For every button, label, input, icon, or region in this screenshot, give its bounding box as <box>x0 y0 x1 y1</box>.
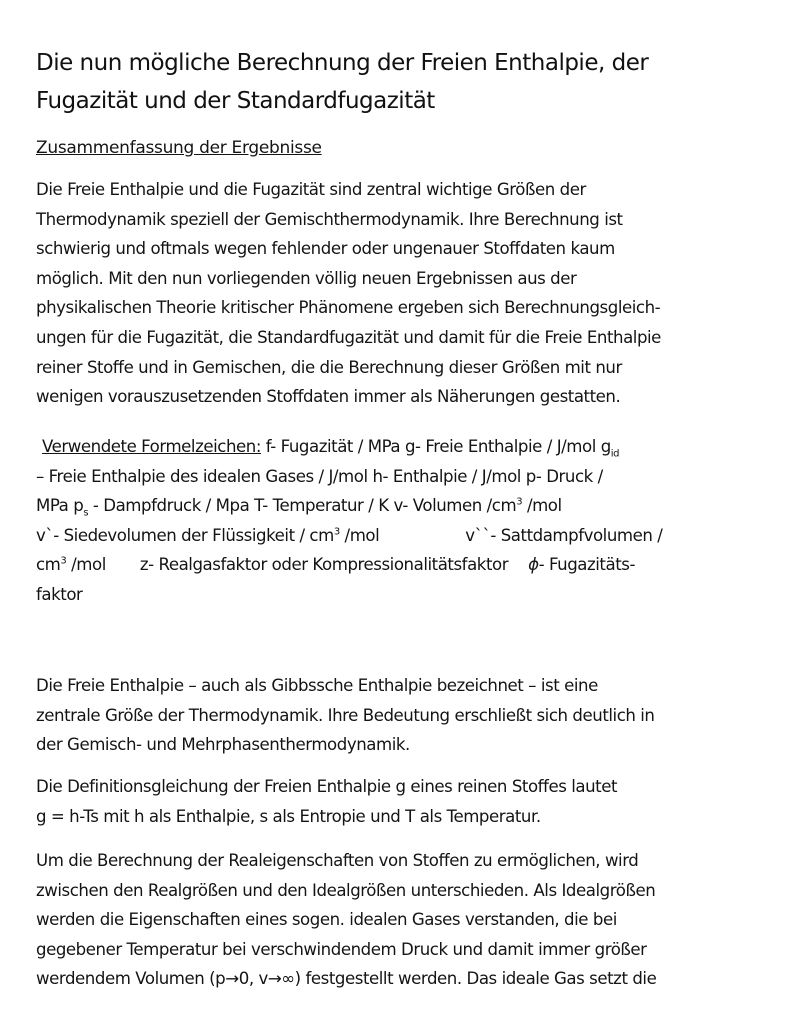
text-line <box>36 521 662 551</box>
summary-paragraph <box>36 175 661 412</box>
symbol-entry: /mol <box>522 496 562 516</box>
text-line: physikalischen Theorie kritischer Phänomene ergeben sich Berechnungsgleich- <box>36 298 661 318</box>
text-line: g = h-Ts mit h als Enthalpie, s als Entropie und T als Temperatur. <box>36 806 541 826</box>
text-line: zwischen den Realgrößen und den Idealgrößen unterschieden. Als Idealgrößen <box>36 880 656 900</box>
text-line: Die Freie Enthalpie – auch als Gibbssche Enthalpie bezeichnet – ist eine <box>36 676 598 695</box>
document-title <box>36 44 648 120</box>
paragraph-real-ideal <box>36 846 656 994</box>
text-line: Die Definitionsgleichung der Freien Enthalpie g eines reinen Stoffes lautet <box>36 777 618 796</box>
symbol-subscript: id <box>610 448 620 460</box>
symbol-entry: - Fugazitäts- <box>538 555 635 575</box>
symbol-entry: cm <box>36 555 61 575</box>
text-line <box>36 491 662 521</box>
symbol-entry: z- Realgasfaktor oder Kompressionalitätsfaktor <box>139 555 509 575</box>
text-line: gegebener Temperatur bei verschwindendem Druck und damit immer größer <box>36 939 647 959</box>
symbol-entry: /mol <box>339 525 380 545</box>
paragraph-definition <box>36 772 617 831</box>
text-line: werden die Eigenschaften eines sogen. idealen Gases verstanden, die bei <box>36 910 617 930</box>
symbol-entry: /mol <box>66 555 106 575</box>
title-line: Fugazität und der Standardfugazität <box>36 88 435 114</box>
phi-symbol: ϕ <box>528 555 539 575</box>
text-line: der Gemisch- und Mehrphasenthermodynamik. <box>36 735 410 755</box>
text-line: werdendem Volumen (p→0, v→∞) festgestellt werden. Das ideale Gas setzt die <box>36 969 657 989</box>
text-line: reiner Stoffe und in Gemischen, die die Berechnung dieser Größen mit nur <box>36 357 622 377</box>
text-line: Thermodynamik speziell der Gemischthermodynamik. Ihre Berechnung ist <box>36 209 623 229</box>
text-line <box>36 550 662 580</box>
symbol-entry: v``- Sattdampfvolumen / <box>465 525 663 545</box>
symbols-heading: Verwendete Formelzeichen: <box>42 437 261 456</box>
symbol-entry: f- Fugazität / MPa g- Freie Enthalpie / J/mol g <box>260 437 611 456</box>
title-line: Die nun mögliche Berechnung der Freien Enthalpie, der <box>36 50 649 76</box>
text-line <box>36 432 662 462</box>
text-line: zentrale Größe der Thermodynamik. Ihre Bedeutung erschließt sich deutlich in <box>36 705 655 725</box>
paragraph-gibbs <box>36 671 654 760</box>
text-line: – Freie Enthalpie des idealen Gases / J/mol h- Enthalpie / J/mol p- Druck / <box>36 466 603 486</box>
text-line: faktor <box>36 584 83 604</box>
symbol-entry: - Dampfdruck / Mpa T- Temperatur / K v- Volumen /cm <box>88 496 517 516</box>
text-line: ungen für die Fugazität, die Standardfugazität und damit für die Freie Enthalpie <box>36 327 661 347</box>
symbol-superscript: 3 <box>333 526 340 538</box>
text-line: möglich. Mit den nun vorliegenden völlig neuen Ergebnissen aus der <box>36 268 577 288</box>
symbol-entry: MPa p <box>36 496 84 516</box>
text-line: Die Freie Enthalpie und die Fugazität sind zentral wichtige Größen der <box>36 180 586 199</box>
symbol-superscript: 3 <box>60 555 67 567</box>
symbol-superscript: 3 <box>516 496 523 508</box>
symbols-list <box>36 432 662 610</box>
text-line: schwierig und oftmals wegen fehlender oder ungenauer Stoffdaten kaum <box>36 239 615 259</box>
symbol-entry: v`- Siedevolumen der Flüssigkeit / cm <box>36 525 334 545</box>
symbol-subscript: s <box>83 507 89 519</box>
text-line: wenigen vorauszusetzenden Stoffdaten immer als Näherungen gestatten. <box>36 387 621 407</box>
summary-heading: Zusammenfassung der Ergebnisse <box>36 138 322 158</box>
text-line: Um die Berechnung der Realeigenschaften von Stoffen zu ermöglichen, wird <box>36 851 639 870</box>
